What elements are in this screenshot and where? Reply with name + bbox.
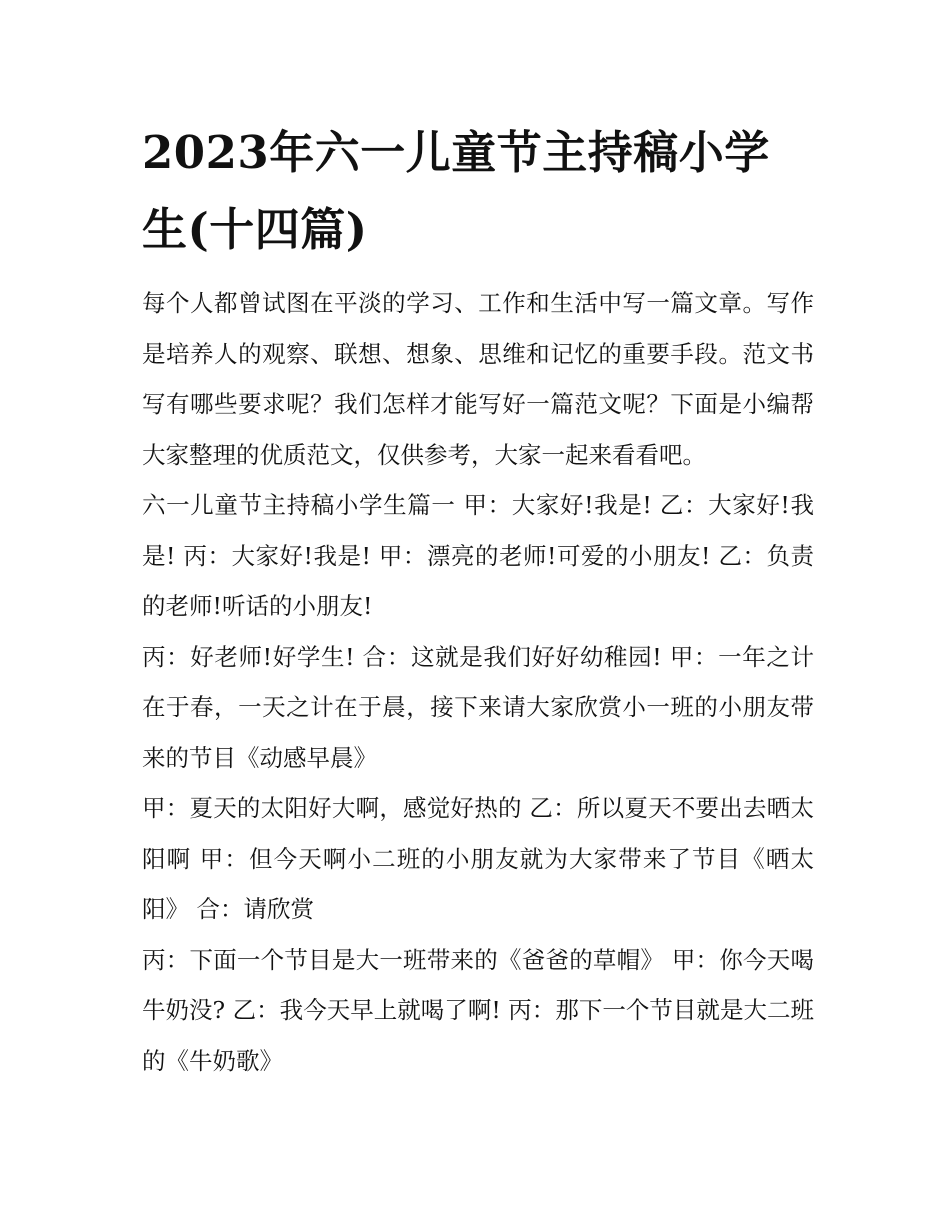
dialogue-paragraph: 甲：夏天的太阳好大啊，感觉好热的 乙：所以夏天不要出去晒太阳啊 甲：但今天啊小二班的小朋友就为大家带来了节目《晒太阳》 合：请欣赏 [142,794,814,923]
dialogue-paragraph: 丙：好老师!好学生! 合：这就是我们好好幼稚园! 甲：一年之计在于春，一天之计在于晨，接下来请大家欣赏小一班的小朋友带来的节目《动感早晨》 [142,642,814,772]
document-body [142,114,814,1086]
dialogue-paragraph: 六一儿童节主持稿小学生篇一 甲：大家好!我是! 乙：大家好!我是! 丙：大家好!我是! 甲：漂亮的老师!可爱的小朋友! 乙：负责的老师!听话的小朋友! [142,491,814,620]
dialogue-paragraph: 丙：下面一个节目是大一班带来的《爸爸的草帽》 甲：你今天喝牛奶没? 乙：我今天早上就喝了啊! 丙：那下一个节目就是大二班的《牛奶歌》 [142,945,814,1075]
intro-paragraph: 每个人都曾试图在平淡的学习、工作和生活中写一篇文章。写作是培养人的观察、联想、想象、思维和记忆的重要手段。范文书写有哪些要求呢？我们怎样才能写好一篇范文呢？下面是小编帮大家整理的优质范文，仅供参考，大家一起来看看吧。 [142,289,814,469]
document-title: 2023年六一儿童节主持稿小学生(十四篇) [142,126,770,256]
